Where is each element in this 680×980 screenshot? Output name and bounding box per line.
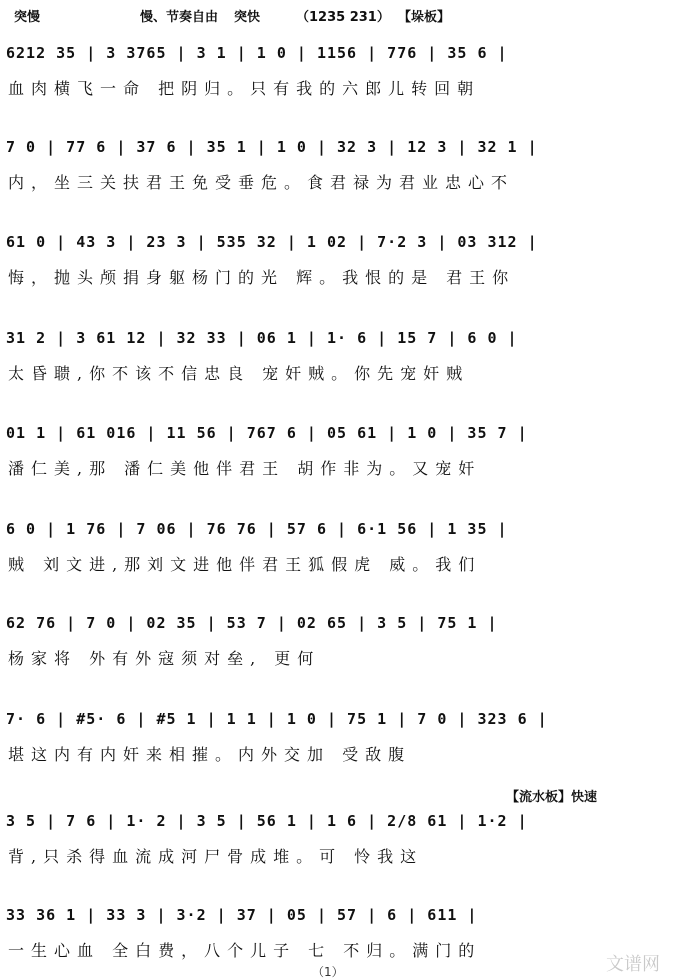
score-header <box>0 0 680 40</box>
notation-line: 3 5 | 7 6 | 1· 2 | 3 5 | 56 1 | 1 6 | 2/8 61 | 1·2 | <box>6 812 528 830</box>
score-system <box>0 424 680 484</box>
tempo-marking-sudden-fast: 突快 <box>234 10 261 25</box>
lyric-line: 悔，抛头颅捐身躯杨门的光 辉。我恨的是 君王你 <box>8 268 516 287</box>
notation-line: 7· 6 | #5· 6 | #5 1 | 1 1 | 1 0 | 75 1 | 7 0 | 323 6 | <box>6 710 548 728</box>
score-system <box>0 44 680 104</box>
score-system <box>0 812 680 872</box>
score-system <box>0 614 680 674</box>
notation-line: 01 1 | 61 016 | 11 56 | 767 6 | 05 61 | 1 0 | 35 7 | <box>6 424 528 442</box>
tempo-marking-sudden-slow: 突慢 <box>14 10 41 25</box>
interlude-notes: （1235 231） <box>296 10 390 25</box>
score-system <box>0 710 680 770</box>
notation-line: 6212 35 | 3 3765 | 3 1 | 1 0 | 1156 | 776 | 35 6 | <box>6 44 508 62</box>
lyric-line: 一生心血 全白费，八个儿子 七 不归。满门的 <box>8 941 482 960</box>
score-system <box>0 520 680 580</box>
notation-line: 31 2 | 3 61 12 | 32 33 | 06 1 | 1· 6 | 15 7 | 6 0 | <box>6 329 518 347</box>
lyric-line: 潘仁美,那 潘仁美他伴君王 胡作非为。又宠奸 <box>8 459 482 478</box>
section-tag: 【垛板】 <box>398 10 451 25</box>
score-system <box>0 329 680 389</box>
lyric-line: 血肉横飞一命 把阴归。只有我的六郎儿转回朝 <box>8 79 481 98</box>
lyric-line: 太昏聩,你不该不信忠良 宠奸贼。你先宠奸贼 <box>8 364 470 383</box>
lyric-line: 杨家将 外有外寇须对垒, 更何 <box>8 649 321 668</box>
lyric-line: 堪这内有内奸来相摧。内外交加 受敌腹 <box>8 745 412 764</box>
lyric-line: 背,只杀得血流成河尸骨成堆。可 怜我这 <box>8 847 424 866</box>
notation-line: 62 76 | 7 0 | 02 35 | 53 7 | 02 65 | 3 5 | 75 1 | <box>6 614 498 632</box>
score-system <box>0 906 680 966</box>
notation-line: 61 0 | 43 3 | 23 3 | 535 32 | 1 02 | 7·2 3 | 03 312 | <box>6 233 538 251</box>
lyric-line: 贼 刘文进,那刘文进他伴君王狐假虎 威。我们 <box>8 555 482 574</box>
section-tag-liushui: 【流水板】快速 <box>506 790 598 805</box>
lyric-line: 内，坐三关扶君王免受垂危。食君禄为君业忠心不 <box>8 173 515 192</box>
notation-line: 6 0 | 1 76 | 7 06 | 76 76 | 57 6 | 6·1 56 | 1 35 | <box>6 520 508 538</box>
score-system <box>0 233 680 293</box>
notation-line: 7 0 | 77 6 | 37 6 | 35 1 | 1 0 | 32 3 | 12 3 | 32 1 | <box>6 138 538 156</box>
notation-line: 33 36 1 | 33 3 | 3·2 | 37 | 05 | 57 | 6 | 611 | <box>6 906 478 924</box>
page-number: （1） <box>312 965 344 979</box>
score-system <box>0 138 680 198</box>
tempo-marking-free: 慢、节奏自由 <box>140 10 219 25</box>
watermark: 文谱网 <box>606 954 660 975</box>
